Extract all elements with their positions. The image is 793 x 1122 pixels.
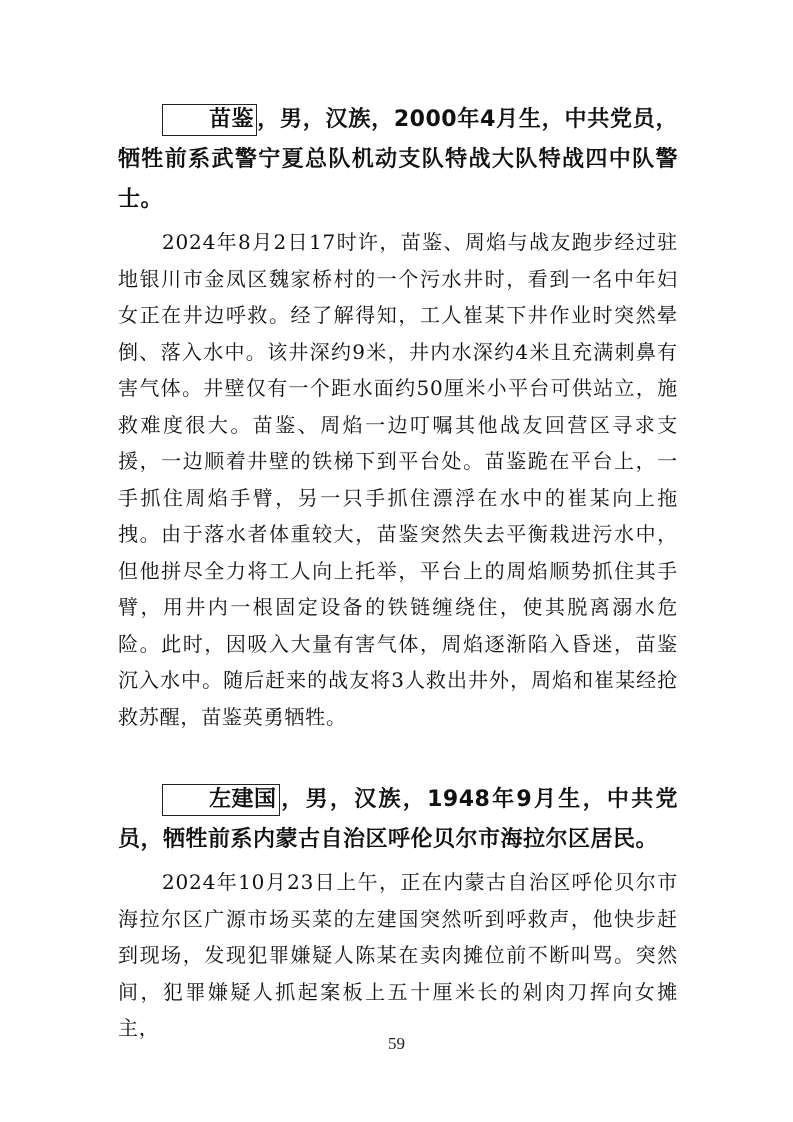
entry-heading [118,100,678,220]
hero-name-box: 苗鉴 [162,104,257,136]
hero-intro: ，男，汉族，1948年9月生，中共党员，牺牲前系内蒙古自治区呼伦贝尔市海拉尔区居民。 [118,787,678,852]
hero-entry-miao-jian [118,100,678,735]
hero-entry-zuo-jianguo [118,780,678,1047]
entry-body-paragraph: 2024年10月23日上午，正在内蒙古自治区呼伦贝尔市海拉尔区广源市场买菜的左建国突然听到呼救声，他快步赶到现场，发现犯罪嫌疑人陈某在卖肉摊位前不断叫骂。突然间，犯罪嫌疑人抓起案板上五十厘米长的剁肉刀挥向女摊主， [118,870,678,1040]
page-number: 59 [388,1034,405,1053]
entry-body-paragraph: 2024年8月2日17时许，苗鉴、周焰与战友跑步经过驻地银川市金凤区魏家桥村的一个污水井时，看到一名中年妇女正在井边呼救。经了解得知，工人崔某下井作业时突然晕倒、落入水中。该井深约9米，井内水深约4米且充满刺鼻有害气体。井壁仅有一个距水面约50厘米小平台可供站立，施救难度很大。苗鉴、周焰一边叮嘱其他战友回营区寻求支援，一边顺着井壁的铁梯下到平台处。苗鉴跪在平台上，一手抓住周焰手臂，另一只手抓住漂浮在水中的崔某向上拖拽。由于落水者体重较大，苗鉴突然失去平衡栽进污水中，但他拼尽全力将工人向上托举，平台上的周焰顺势抓住其手臂，用井内一根固定设备的铁链缠绕住，使其脱离溺水危险。此时，因吸入大量有害气体，周焰逐渐陷入昏迷，苗鉴沉入水中。随后赶来的战友将3人救出井外，周焰和崔某经抢救苏醒，苗鉴英勇牺牲。 [118,230,678,729]
hero-name-box: 左建国 [162,784,280,816]
entry-heading [118,780,678,860]
hero-intro: ，男，汉族，2000年4月生，中共党员，牺牲前系武警宁夏总队机动支队特战大队特战四中队警士。 [118,107,678,212]
